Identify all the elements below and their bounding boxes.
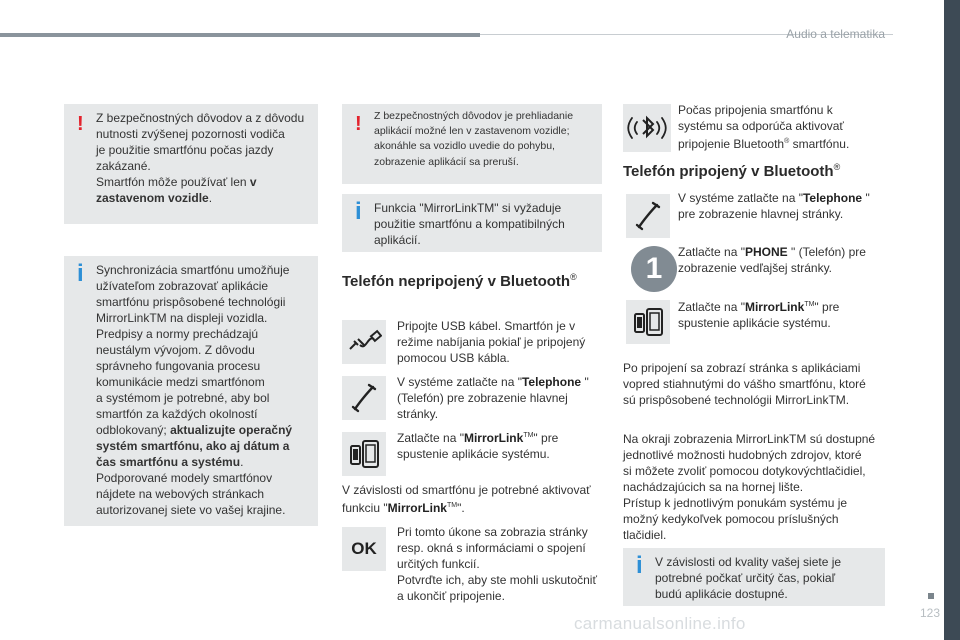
- warning-text: Z bezpečnostných dôvodov a z dôvodu nutnosti zvýšenej pozornosti vodiča je použitie smartfónu počas jazdy zakázané. Smartfón môže používať len v zastavenom vozidle.: [96, 111, 305, 205]
- info-network-text: V závislosti od kvality vašej siete je potrebné počkať určitý čas, pokiaľ budú aplikácie dostupné.: [655, 555, 842, 601]
- activate-mirrorlink-text: V závislosti od smartfónu je potrebné aktivovať funkciu "MirrorLink™".: [342, 483, 591, 515]
- bluetooth-icon: [623, 104, 671, 152]
- page-marker: [928, 593, 934, 599]
- step-connect-usb: Pripojte USB kábel. Smartfón je v režime nabíjania pokiaľ je pripojený pomocou USB kábla.: [397, 319, 586, 365]
- info-icon: i: [77, 260, 84, 287]
- mirrorlink-icon: [626, 300, 670, 344]
- info-box-sync: [64, 256, 318, 526]
- info-box-compat: [342, 194, 602, 252]
- step-telephone-connected: V systéme zatlačte na "Telephone " pre zobrazenie hlavnej stránky.: [678, 191, 870, 221]
- ok-step-text: Pri tomto úkone sa zobrazia stránky resp. okná s informáciami o spojení určitých funkcií. Potvrďte ich, aby ste mohli uskutočniť a ukončiť pripojenie.: [397, 525, 597, 603]
- chapter-badge: 1: [631, 246, 677, 292]
- section-title: Audio a telematika: [786, 27, 885, 41]
- page-number: 123: [919, 606, 940, 620]
- usb-cable-icon: [342, 320, 386, 364]
- after-connect-text: Po pripojení sa zobrazí stránka s aplikáciami vopred stiahnutými do vášho smartfónu, ktoré sú prispôsobené technológii MirrorLinkTM.: [623, 361, 866, 407]
- mirrorlink-icon: [342, 432, 386, 476]
- warning-box-apps: [342, 104, 602, 184]
- step-mirrorlink: Zatlačte na "MirrorLink™" pre spustenie aplikácie systému.: [397, 431, 559, 461]
- step-mirrorlink-connected: Zatlačte na "MirrorLink™" pre spustenie aplikácie systému.: [678, 300, 840, 330]
- header-rule: [0, 33, 480, 37]
- info-text: Synchronizácia smartfónu umožňuje užívateľom zobrazovať aplikácie smartfónu prispôsobené technológii MirrorLinkTM na displeji vozidla. Predpisy a normy prechádzajú neustálym vývojom. Z dôvodu správneho fungovania procesu komunikácie medzi smartfónom a systémom je potrebné, aby bol smartfón za každých okolností odblokovaný; aktualizujte operačný systém smartfónu, ako aj dátum a čas smartfónu a systému. Podporované modely smartfónov nájdete na webových stránkach autorizovanej siete vo vašej krajine.: [96, 263, 293, 517]
- info-icon: i: [355, 198, 362, 225]
- ok-button-icon: OK: [342, 527, 386, 571]
- heading-connected: Telefón pripojený v Bluetooth®: [623, 162, 841, 180]
- step-telephone: V systéme zatlačte na "Telephone " (Telefón) pre zobrazenie hlavnej stránky.: [397, 375, 589, 421]
- warning-icon: !: [355, 113, 362, 135]
- bluetooth-recommend-text: Počas pripojenia smartfónu k systému sa odporúča aktivovať pripojenie Bluetooth® smartfónu.: [678, 103, 850, 151]
- mirrorlink-sources-text: Na okraji zobrazenia MirrorLinkTM sú dostupné jednotlivé možnosti hudobných zdrojov, ktoré si môžete zvoliť pomocou dotykovýchtlačidiel, nachádzajúcich sa na hornej lište. Prístup k jednotlivým ponukám systému je možný kedykoľvek pomocou príslušných tlačidiel.: [623, 432, 876, 542]
- telephone-icon: [626, 194, 670, 238]
- warning-icon: !: [77, 113, 84, 135]
- side-tab: [944, 0, 960, 640]
- heading-not-connected: Telefón nepripojený v Bluetooth®: [342, 272, 577, 290]
- step-phone-button: Zatlačte na "PHONE " (Telefón) pre zobrazenie vedľajšej stránky.: [678, 245, 866, 275]
- warning-box-driving: [64, 104, 318, 224]
- watermark: carmanualsonline.info: [574, 614, 746, 633]
- info-box-network: [623, 548, 885, 606]
- info-compat-text: Funkcia "MirrorLinkTM" si vyžaduje použitie smartfónu a kompatibilných aplikácií.: [374, 201, 565, 247]
- info-icon: i: [636, 552, 643, 579]
- telephone-icon: [342, 376, 386, 420]
- warning-small-text: Z bezpečnostných dôvodov je prehliadanie aplikácií možné len v zastavenom vozidle; akonáhle sa vozidlo uvedie do pohybu, zobrazenie aplikácií sa preruší.: [374, 110, 574, 168]
